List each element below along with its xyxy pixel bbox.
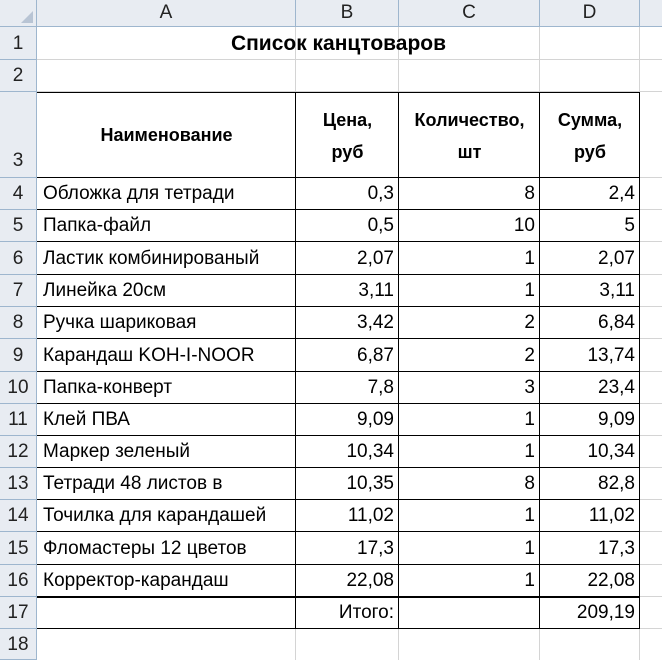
row-header-3[interactable]: 3 (0, 92, 37, 178)
item-qty[interactable]: 8 (524, 473, 535, 494)
table-border (37, 531, 640, 532)
table-border (37, 241, 640, 242)
item-price[interactable]: 6,87 (357, 345, 394, 366)
header-sum-line1: Сумма, (557, 110, 623, 130)
table-border (398, 92, 399, 629)
item-qty[interactable]: 10 (513, 215, 535, 236)
table-border (37, 597, 640, 598)
item-qty[interactable]: 1 (524, 570, 535, 591)
item-name[interactable]: Тетради 48 листов в (43, 473, 223, 494)
total-value[interactable]: 209,19 (576, 602, 635, 623)
item-name[interactable]: Точилка для карандашей (43, 505, 267, 526)
header-qty-line1: Количество, (414, 110, 525, 130)
column-header-d[interactable]: D (540, 0, 640, 27)
item-qty[interactable]: 8 (524, 183, 535, 204)
item-qty[interactable]: 1 (524, 409, 535, 430)
row-header-4[interactable]: 4 (0, 178, 37, 210)
item-name[interactable]: Папка-файл (43, 215, 152, 236)
table-border (639, 92, 640, 629)
row-header-10[interactable]: 10 (0, 372, 37, 404)
item-price[interactable]: 17,3 (357, 538, 394, 559)
item-sum[interactable]: 23,4 (598, 377, 635, 398)
item-sum[interactable]: 11,02 (588, 505, 635, 526)
row-header-5[interactable]: 5 (0, 210, 37, 242)
item-qty[interactable]: 1 (524, 441, 535, 462)
item-sum[interactable]: 13,74 (587, 345, 635, 366)
item-qty[interactable]: 1 (524, 505, 535, 526)
item-price[interactable]: 0,5 (367, 215, 394, 236)
table-border (295, 92, 296, 629)
table-border (37, 499, 640, 500)
item-qty[interactable]: 1 (524, 280, 535, 301)
column-header-c[interactable]: C (399, 0, 540, 27)
item-price[interactable]: 11,02 (347, 505, 394, 526)
item-sum[interactable]: 5 (624, 215, 635, 236)
header-qty[interactable] (399, 92, 540, 178)
table-border (37, 209, 640, 210)
table-border (37, 306, 640, 307)
row-header-14[interactable]: 14 (0, 500, 37, 532)
select-all-corner[interactable] (0, 0, 37, 27)
row-header-12[interactable]: 12 (0, 436, 37, 468)
total-label[interactable]: Итого: (338, 602, 394, 623)
table-border (37, 435, 640, 436)
item-sum[interactable]: 9,09 (598, 409, 635, 430)
row-header-1[interactable]: 1 (0, 27, 37, 60)
header-price[interactable] (296, 92, 399, 178)
item-name[interactable]: Обложка для тетради (43, 183, 235, 204)
header-price-line1: Цена, (322, 110, 373, 130)
header-qty-line2: шт (457, 142, 482, 162)
row-header-6[interactable]: 6 (0, 242, 37, 275)
item-price[interactable]: 10,34 (346, 441, 394, 462)
item-name[interactable]: Карандаш KOH-I-NOOR (43, 345, 255, 366)
item-name[interactable]: Фломастеры 12 цветов (43, 538, 247, 559)
item-name[interactable]: Линейка 20см (43, 280, 167, 301)
item-name[interactable]: Ручка шариковая (43, 312, 197, 333)
row-header-18[interactable]: 18 (0, 629, 37, 660)
item-sum[interactable]: 2,07 (598, 248, 635, 269)
row-header-13[interactable]: 13 (0, 468, 37, 500)
item-qty[interactable]: 3 (524, 377, 535, 398)
header-sum-line2: руб (574, 142, 606, 162)
item-price[interactable]: 3,11 (358, 280, 394, 301)
row-header-2[interactable]: 2 (0, 60, 37, 92)
row-header-11[interactable]: 11 (0, 404, 37, 436)
table-border (37, 274, 640, 275)
column-header-b[interactable]: B (296, 0, 399, 27)
row-header-17[interactable]: 17 (0, 597, 37, 629)
item-sum[interactable]: 6,84 (598, 312, 635, 333)
item-sum[interactable]: 22,08 (587, 570, 635, 591)
item-qty[interactable]: 2 (524, 312, 535, 333)
item-name[interactable]: Ластик комбинированый (43, 248, 260, 269)
table-border (37, 371, 640, 372)
item-price[interactable]: 3,42 (357, 312, 394, 333)
table-border (37, 177, 640, 178)
header-name[interactable]: Наименование (100, 125, 233, 145)
column-header-a[interactable]: A (37, 0, 296, 27)
item-price[interactable]: 22,08 (346, 570, 394, 591)
row-header-9[interactable]: 9 (0, 339, 37, 372)
item-qty[interactable]: 1 (524, 538, 535, 559)
sheet-title[interactable]: Список канцтоваров (230, 32, 447, 55)
item-sum[interactable]: 82,8 (598, 473, 635, 494)
item-price[interactable]: 7,8 (367, 377, 394, 398)
item-name[interactable]: Маркер зеленый (43, 441, 190, 462)
item-sum[interactable]: 17,3 (598, 538, 635, 559)
item-name[interactable]: Корректор-карандаш (43, 570, 229, 591)
item-price[interactable]: 2,07 (357, 248, 394, 269)
item-price[interactable]: 0,3 (367, 183, 394, 204)
row-header-8[interactable]: 8 (0, 307, 37, 339)
column-header-e[interactable] (640, 0, 662, 27)
item-price[interactable]: 9,09 (357, 409, 394, 430)
row-header-16[interactable]: 16 (0, 565, 37, 597)
header-price-line2: руб (331, 142, 364, 162)
table-border (37, 628, 640, 629)
table-border (37, 403, 640, 404)
table-border (37, 467, 640, 468)
item-qty[interactable]: 1 (524, 248, 535, 269)
item-qty[interactable]: 2 (524, 345, 535, 366)
row-header-15[interactable]: 15 (0, 532, 37, 565)
table-border (37, 564, 640, 565)
item-sum[interactable]: 3,11 (599, 280, 635, 301)
item-price[interactable]: 10,35 (346, 473, 394, 494)
item-sum[interactable]: 10,34 (587, 441, 635, 462)
item-name[interactable]: Клей ПВА (43, 409, 130, 430)
row-header-7[interactable]: 7 (0, 275, 37, 307)
table-border (539, 92, 540, 629)
table-border (37, 338, 640, 339)
header-sum[interactable] (540, 92, 640, 178)
table-border (37, 92, 640, 93)
item-sum[interactable]: 2,4 (608, 183, 635, 204)
item-name[interactable]: Папка-конверт (43, 377, 173, 398)
